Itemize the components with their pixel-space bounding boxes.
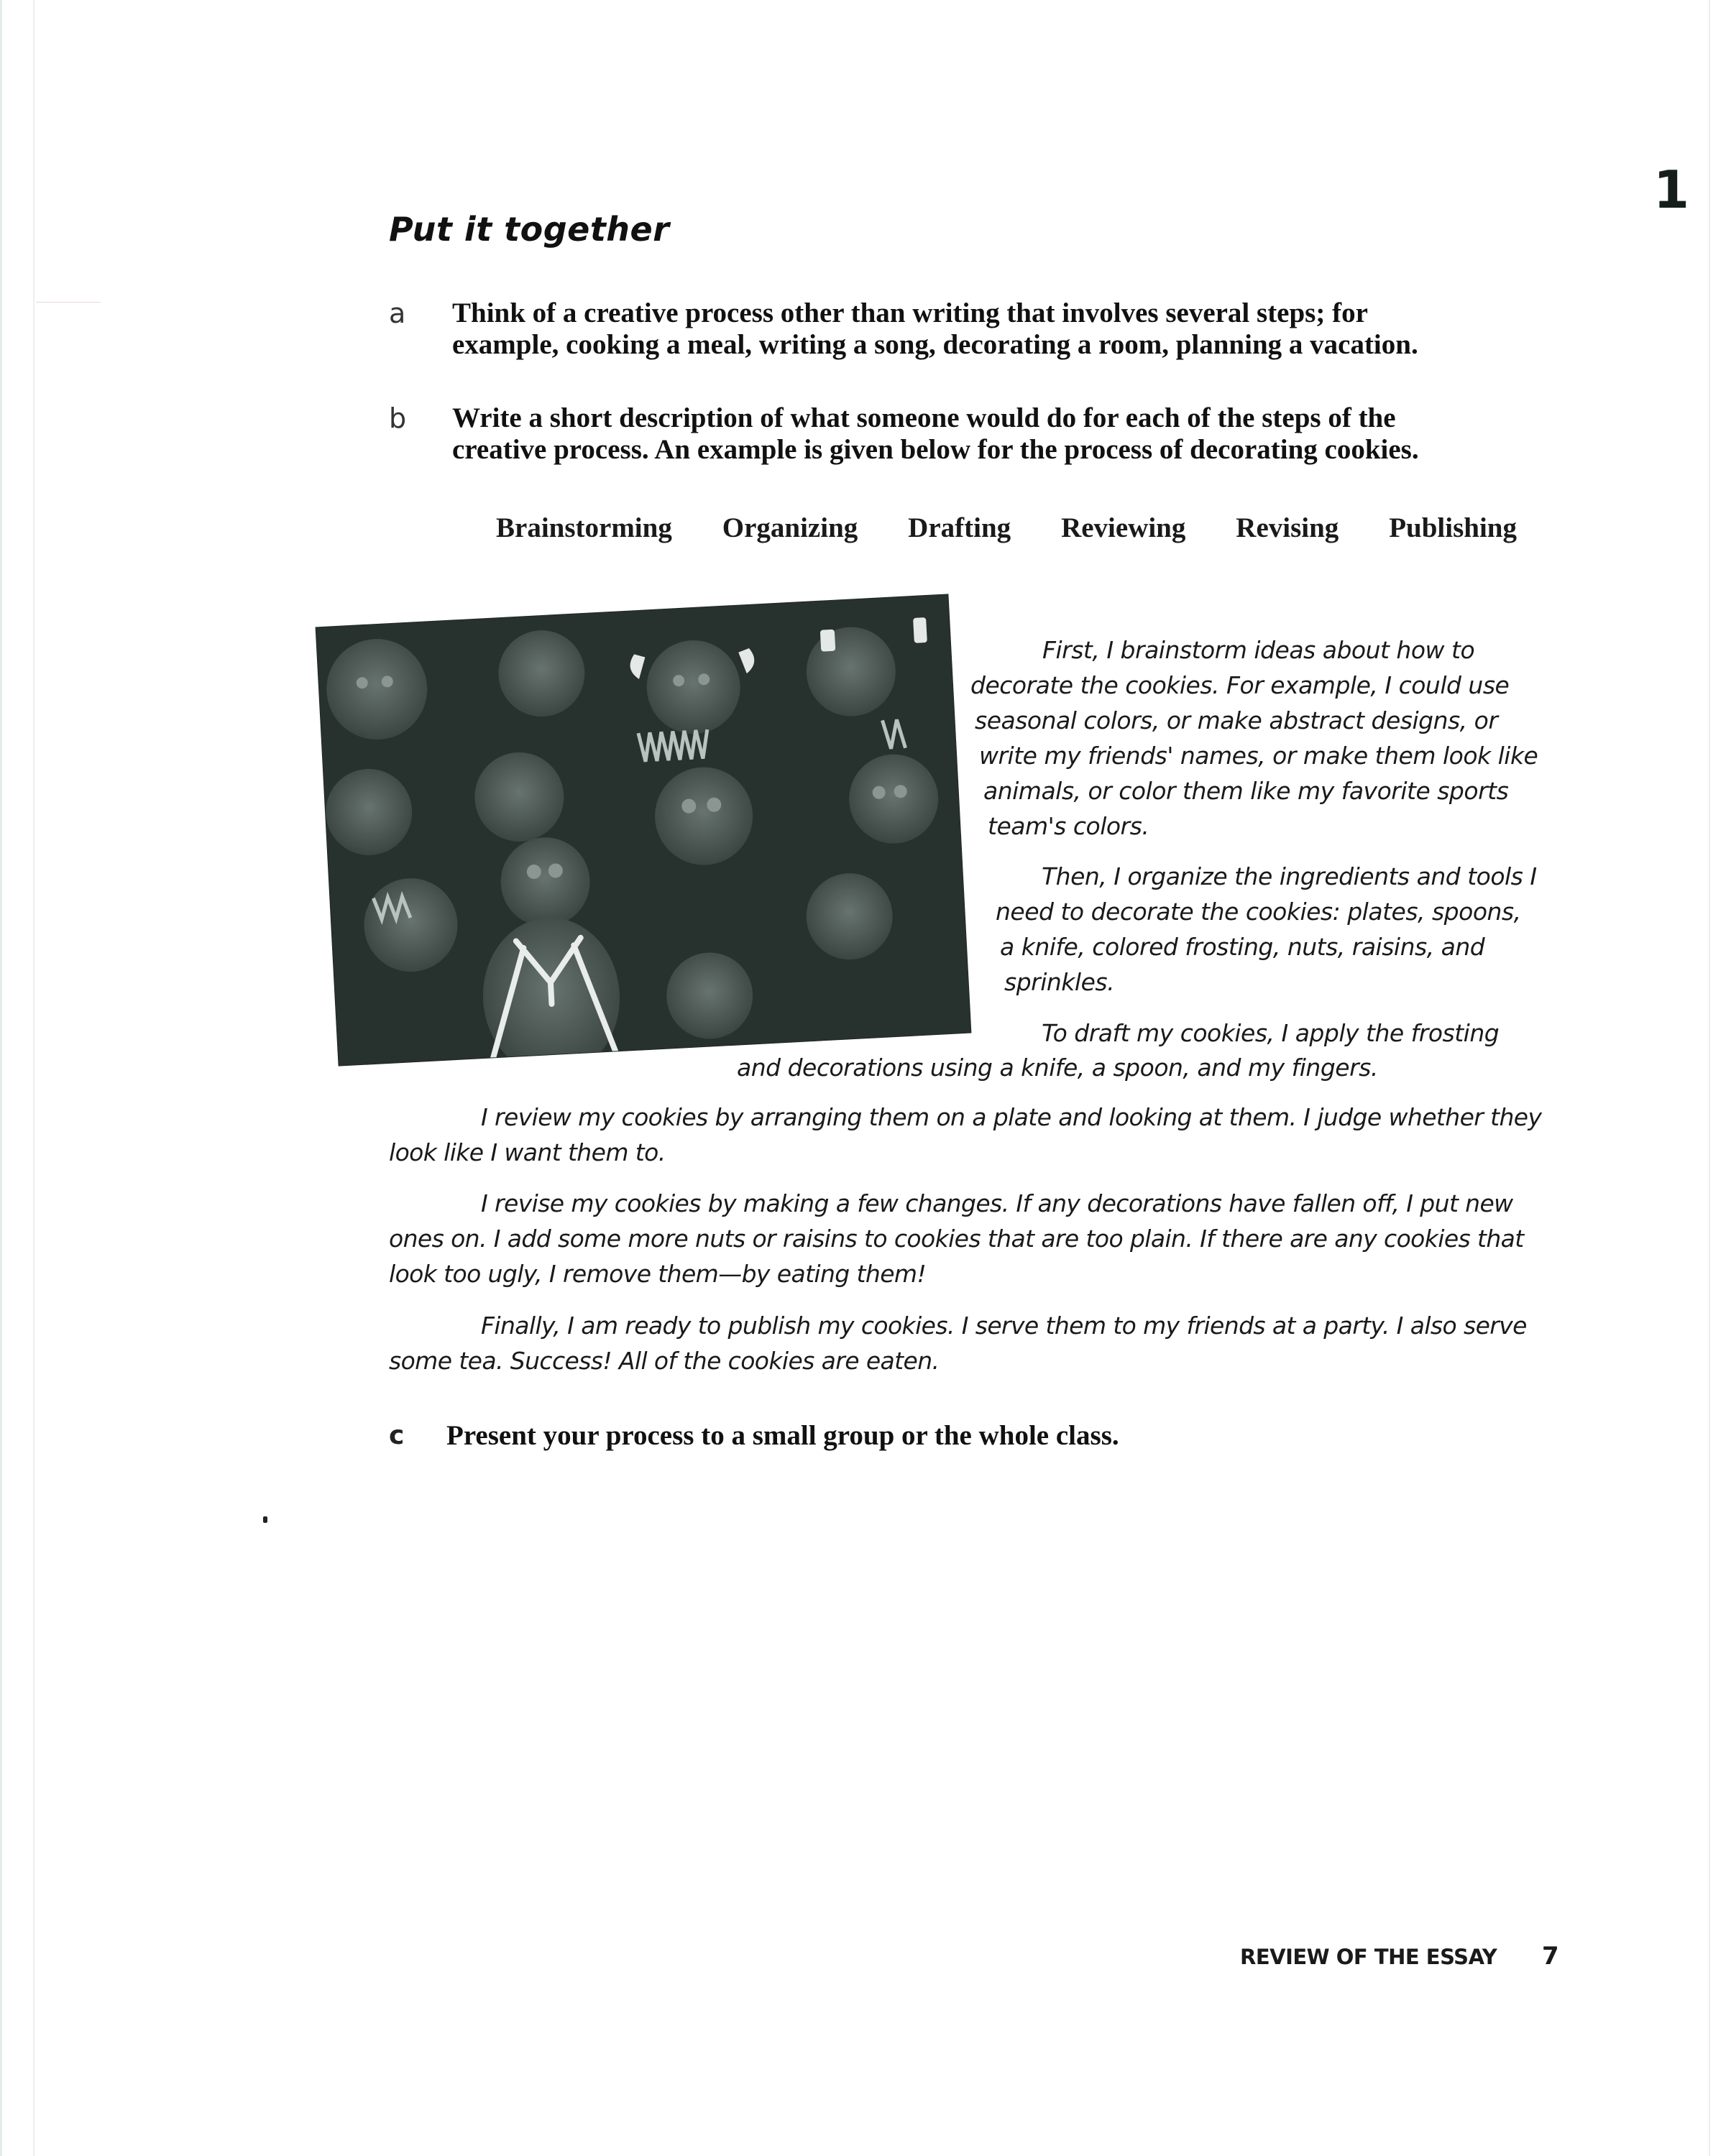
task-line: creative process. An example is given below for the process of decorating cookies. — [452, 434, 1419, 465]
process-steps — [496, 512, 1517, 544]
text-line: write my friends' names, or make them look like — [979, 742, 1538, 770]
chapter-number: 1 — [1653, 160, 1690, 220]
drafting-paragraph-continued — [737, 1050, 1378, 1085]
scan-edge-left — [0, 0, 2, 2156]
cookies-photo — [316, 594, 971, 1065]
text-line: need to decorate the cookies: plates, spoons, — [996, 898, 1521, 926]
text-line: sprinkles. — [1004, 968, 1115, 996]
page-footer — [1240, 1942, 1559, 1971]
text-line: I revise my cookies by making a few changes. If any decorations have fallen off, I put new ones on. I add some more nuts or raisins to cookies that are too plain. If there are any cookies that look too ugly, I remove them—by eating them! — [389, 1189, 1524, 1288]
task-text — [452, 298, 1418, 361]
task-text — [452, 402, 1419, 466]
text-line: Then, I organize the ingredients and tools I — [1042, 862, 1537, 890]
task-letter: c — [389, 1421, 405, 1450]
step-publishing: Publishing — [1389, 512, 1517, 543]
page-number: 7 — [1542, 1942, 1559, 1971]
section-title: Put it together — [389, 210, 670, 249]
revising-paragraph — [389, 1186, 1568, 1291]
publishing-paragraph — [389, 1308, 1568, 1378]
text-line: team's colors. — [988, 812, 1149, 840]
running-head: REVIEW OF THE ESSAY — [1240, 1945, 1497, 1969]
brainstorming-paragraph — [970, 632, 1546, 844]
text-line: a knife, colored frosting, nuts, raisins, and — [1000, 933, 1485, 961]
task-line: Think of a creative process other than writing that involves several steps; for — [452, 298, 1368, 328]
scan-margin-line — [33, 0, 35, 2156]
scan-edge-right — [1709, 0, 1710, 2156]
step-revising: Revising — [1236, 512, 1339, 543]
task-letter: a — [389, 298, 406, 329]
text-line: To draft my cookies, I apply the frosting — [1042, 1019, 1500, 1047]
text-line: decorate the cookies. For example, I could use — [970, 671, 1510, 699]
text-line: and decorations using a knife, a spoon, and my fingers. — [737, 1054, 1378, 1082]
text-line: I review my cookies by arranging them on a plate and looking at them. I judge whether they look like I want them to. — [389, 1103, 1542, 1166]
organizing-paragraph — [996, 859, 1571, 1000]
drafting-paragraph — [996, 1015, 1571, 1051]
task-text — [446, 1420, 1119, 1452]
text-line: seasonal colors, or make abstract designs, or — [975, 706, 1498, 734]
text-line: Finally, I am ready to publish my cookies. I serve them to my friends at a party. I also serve some tea. Success! All of the cookies are eaten. — [389, 1312, 1527, 1375]
task-line: Present your process to a small group or the whole class. — [446, 1420, 1119, 1451]
text-line: animals, or color them like my favorite sports — [983, 777, 1509, 805]
margin-mark — [36, 302, 101, 303]
step-reviewing: Reviewing — [1061, 512, 1186, 543]
step-organizing: Organizing — [722, 512, 858, 543]
task-line: example, cooking a meal, writing a song, decorating a room, planning a vacation. — [452, 329, 1418, 360]
scan-artifact — [263, 1516, 267, 1523]
step-drafting: Drafting — [908, 512, 1011, 543]
text-line: First, I brainstorm ideas about how to — [1042, 636, 1475, 664]
step-brainstorming: Brainstorming — [496, 512, 672, 543]
reviewing-paragraph — [389, 1100, 1568, 1170]
task-line: Write a short description of what someone would do for each of the steps of the — [452, 402, 1396, 433]
task-letter: b — [389, 402, 407, 434]
gingerbread-cookies-image — [316, 594, 971, 1065]
